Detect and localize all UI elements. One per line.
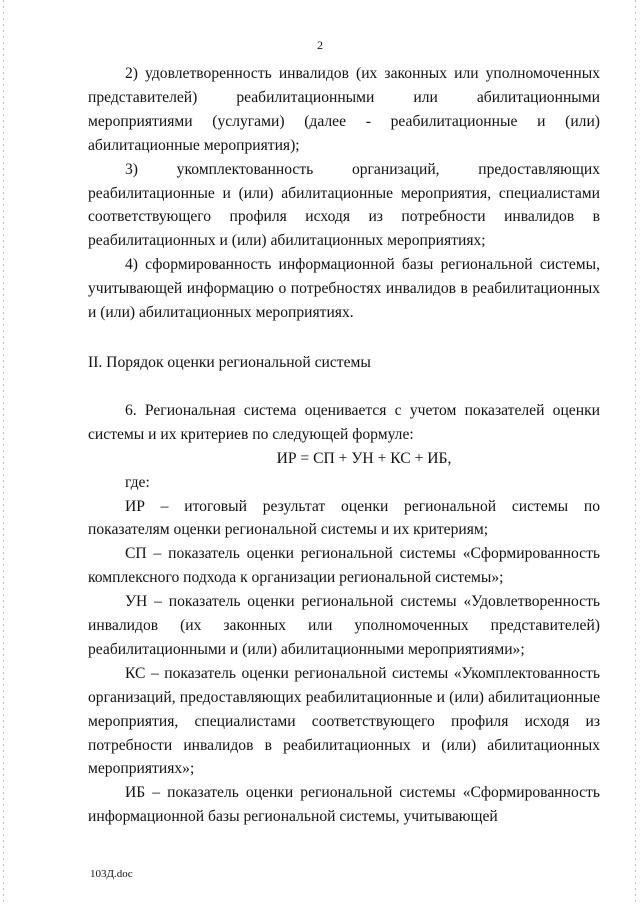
- definition-sp: СП – показатель оценки региональной системы «Сформированность комплексного подхода к организации региональной системы»;: [88, 545, 600, 587]
- paragraph-item-3: 3) укомплектованность организаций, предоставляющих реабилитационные и (или) абилитационные мероприятия, специалистами соответствующего профиля исходя из потребности инвалидов в реабилитационных и (или) абилитационных мероприятиях;: [88, 160, 600, 250]
- footer-filename: 103Д.doc: [90, 868, 133, 880]
- formula: ИР = СП + УН + КС + ИБ,: [276, 449, 452, 467]
- document-body: [88, 62, 600, 829]
- scan-edge-left: [3, 0, 4, 905]
- section-heading: II. Порядок оценки региональной системы: [88, 353, 371, 371]
- where-label: где:: [125, 473, 150, 491]
- definition-un: УН – показатель оценки региональной системы «Удовлетворенность инвалидов (их законных или уполномоченных представителей) реабилитационными и (или) абилитационными мероприятиями»;: [88, 593, 600, 658]
- scan-edge-right: [635, 0, 636, 905]
- paragraph-item-4: 4) сформированность информационной базы региональной системы, учитывающей информацию о потребностях инвалидов в реабилитационных и (или) абилитационных мероприятиях.: [88, 256, 600, 322]
- paragraph-item-2: 2) удовлетворенность инвалидов (их законных или уполномоченных представителей) реабилитационными или абилитационными мероприятиями (услугами) (далее - реабилитационные и (или) абилитационные мероприятия);: [88, 65, 600, 154]
- definition-ir: ИР – итоговый результат оценки региональной системы по показателям оценки региональной системы и их критериям;: [88, 497, 600, 539]
- definition-ks: КС – показатель оценки региональной системы «Укомплектованность организаций, предоставляющих реабилитационные и (или) абилитационные мероприятия, специалистами соответствующего профиля исходя из потребности инвалидов в реабилитационных и (или) абилитационных мероприятиях»;: [88, 664, 600, 778]
- paragraph-6: 6. Региональная система оценивается с учетом показателей оценки системы и их критериев по следующей формуле:: [88, 401, 600, 443]
- page-number: 2: [317, 38, 323, 52]
- definition-ib: ИБ – показатель оценки региональной системы «Сформированность информационной базы региональной системы, учитывающей: [88, 784, 600, 826]
